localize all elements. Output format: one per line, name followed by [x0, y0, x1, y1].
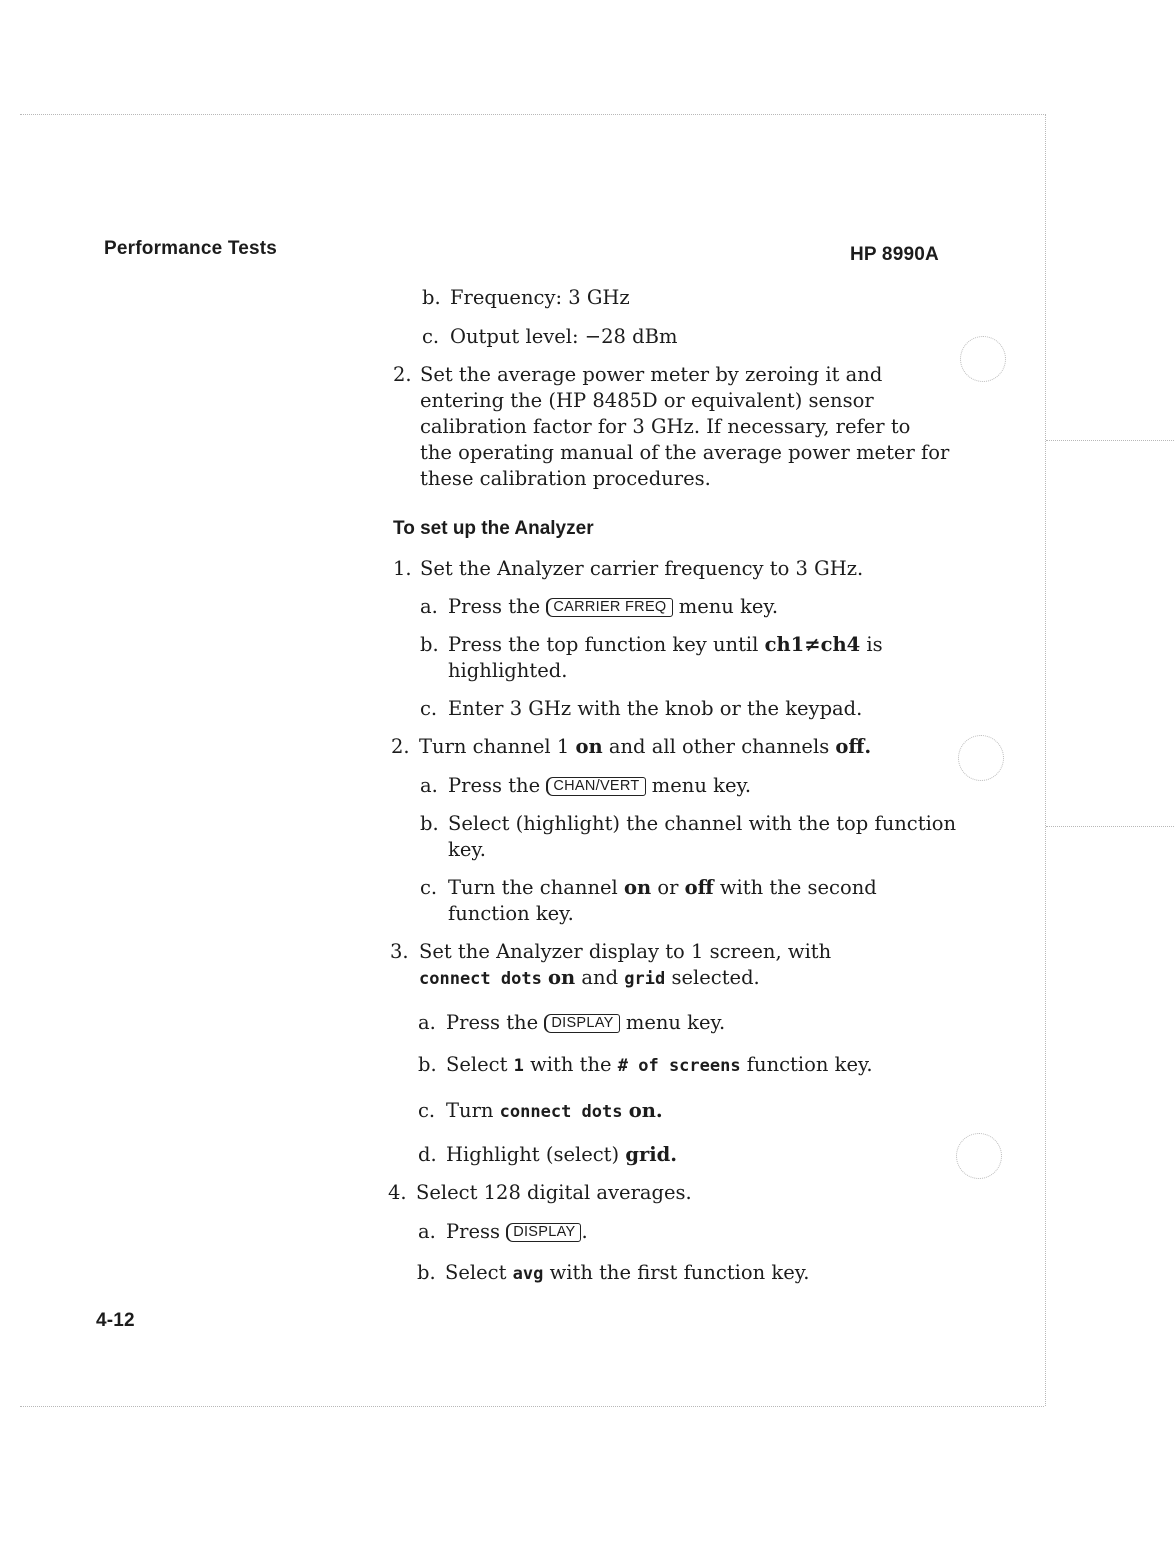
step-text: Select 128 digital averages. — [416, 1181, 692, 1204]
list-item — [420, 773, 751, 799]
step-label: 3. — [390, 940, 409, 963]
margin-tick-lower — [1046, 826, 1174, 827]
list-item — [418, 1098, 663, 1125]
binder-hole-top — [960, 336, 1006, 382]
item-text: Enter 3 GHz with the knob or the keypad. — [448, 697, 863, 720]
item-label: c. — [422, 325, 440, 348]
softkey-label: avg — [512, 1264, 544, 1284]
item-text: with the first function key. — [549, 1261, 810, 1284]
item-text: Press the top function key until — [448, 633, 759, 656]
margin-tick-upper — [1046, 440, 1174, 441]
item-text: . — [581, 1220, 588, 1243]
page-bottom-border — [20, 1406, 1044, 1407]
item-text: highlighted. — [448, 659, 568, 682]
item-label: a. — [418, 1011, 436, 1034]
bold-word: grid. — [625, 1143, 678, 1166]
item-text: selected. — [671, 966, 760, 989]
item-label: b. — [420, 812, 439, 835]
model-title: HP 8990A — [850, 244, 939, 265]
item-label: c. — [418, 1099, 436, 1122]
item-text: is — [866, 633, 883, 656]
item-text: Press the — [448, 774, 541, 797]
step-text: Set the Analyzer carrier frequency to 3 GHz. — [420, 557, 864, 580]
item-text: Turn channel 1 — [419, 735, 570, 758]
softkey-label: connect dots — [499, 1102, 623, 1122]
paragraph-line: these calibration procedures. — [420, 467, 711, 490]
item-text: Press — [446, 1220, 500, 1243]
item-text: and all other channels — [608, 735, 830, 758]
bold-word: on — [623, 876, 652, 899]
item-label: a. — [420, 595, 438, 618]
item-text: Set the Analyzer display to 1 screen, with — [419, 940, 832, 963]
page-number: 4-12 — [96, 1310, 135, 1331]
bold-word: on. — [628, 1099, 663, 1122]
softkey-label: # of screens — [617, 1056, 741, 1076]
list-item — [422, 324, 677, 350]
paragraph-line: entering the (HP 8485D or equivalent) sensor — [420, 389, 874, 412]
item-text: menu key. — [678, 595, 779, 618]
item-label: a. — [418, 1220, 436, 1243]
list-item — [418, 1142, 677, 1168]
item-text: Highlight (select) — [446, 1143, 620, 1166]
section-heading: To set up the Analyzer — [393, 518, 594, 539]
item-text: Press the — [446, 1011, 539, 1034]
item-text: Select — [445, 1261, 507, 1284]
page-top-border — [20, 114, 1044, 115]
item-label: b. — [422, 286, 441, 309]
list-item — [417, 1260, 809, 1287]
softkey-label: 1 — [513, 1056, 524, 1076]
item-text: menu key. — [651, 774, 752, 797]
list-item — [420, 594, 778, 620]
item-text: menu key. — [625, 1011, 726, 1034]
section-title: Performance Tests — [104, 238, 278, 259]
binder-hole-bottom — [956, 1133, 1002, 1179]
item-text: Output level: −28 dBm — [450, 325, 678, 348]
item-text: key. — [448, 838, 486, 861]
display-key: DISPLAY — [544, 1014, 619, 1033]
item-text: Turn — [446, 1099, 494, 1122]
step-label: 2. — [393, 363, 412, 386]
item-text: Press the — [448, 595, 541, 618]
list-item — [418, 1219, 588, 1245]
list-item — [418, 1052, 873, 1079]
item-text: Frequency: 3 GHz — [450, 286, 630, 309]
display-key: DISPLAY — [506, 1223, 581, 1242]
list-item — [422, 285, 630, 311]
item-text: function key. — [448, 902, 574, 925]
step-text — [419, 939, 831, 992]
list-item — [420, 875, 877, 927]
item-text: with the — [530, 1053, 612, 1076]
binder-hole-middle — [958, 735, 1004, 781]
item-text: or — [657, 876, 679, 899]
step-text — [419, 734, 871, 760]
softkey-label: connect dots — [419, 969, 542, 989]
paragraph-line: the operating manual of the average power meter for — [420, 441, 950, 464]
carrier-freq-key: CARRIER FREQ — [546, 598, 672, 617]
item-label: b. — [420, 633, 439, 656]
paragraph-line: Set the average power meter by zeroing it and — [420, 363, 883, 386]
item-label: b. — [417, 1261, 436, 1284]
item-text: Select (highlight) the channel with the top function — [448, 812, 957, 835]
softkey-label: grid — [624, 969, 666, 989]
step-label: 4. — [388, 1181, 407, 1204]
step-label: 1. — [393, 557, 412, 580]
item-label: b. — [418, 1053, 437, 1076]
bold-word: on — [575, 735, 603, 758]
item-text: Turn the channel — [448, 876, 618, 899]
item-text: Select — [446, 1053, 508, 1076]
page-right-border — [1045, 114, 1046, 1406]
list-item — [420, 632, 883, 684]
item-label: c. — [420, 697, 438, 720]
step-label: 2. — [391, 735, 410, 758]
list-item — [420, 811, 956, 863]
bold-word: off — [684, 876, 714, 899]
list-item — [418, 1010, 725, 1036]
paragraph-line: calibration factor for 3 GHz. If necessary, refer to — [420, 415, 911, 438]
item-label: d. — [418, 1143, 437, 1166]
bold-word: off. — [835, 735, 872, 758]
item-label: a. — [420, 774, 438, 797]
bold-word: on — [548, 966, 576, 989]
step-paragraph — [420, 362, 960, 492]
item-text: function key. — [746, 1053, 873, 1076]
item-text: and — [581, 966, 619, 989]
item-text: with the second — [719, 876, 877, 899]
softkey-label: ch1≠ch4 — [764, 633, 861, 656]
list-item — [420, 696, 862, 722]
chan-vert-key: CHAN/VERT — [546, 777, 645, 796]
item-label: c. — [420, 876, 438, 899]
